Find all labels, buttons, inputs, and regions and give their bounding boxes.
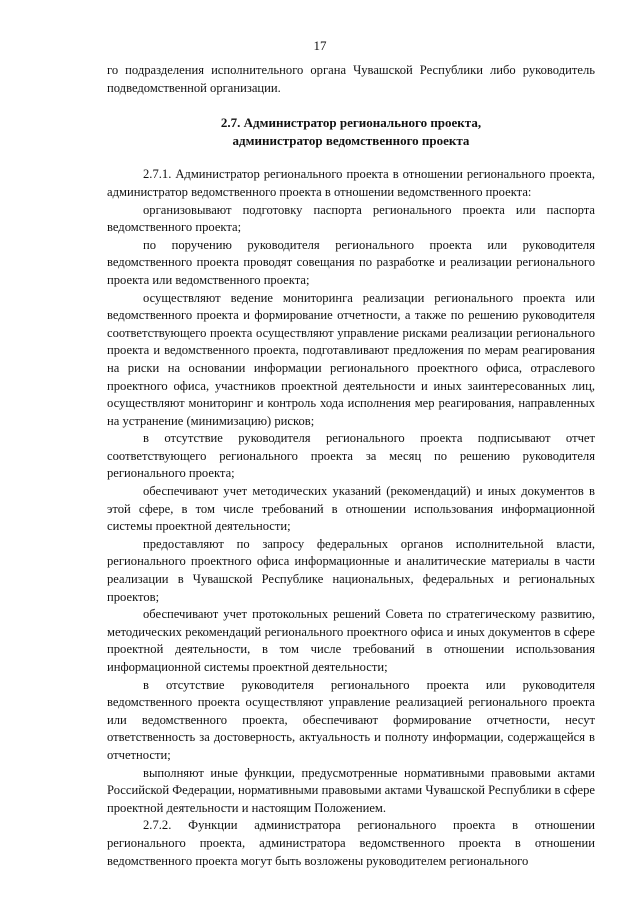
paragraph-report-signing: в отсутствие руководителя регионального проекта подписывают отчет соответствующего регионального проекта за месяц по решению руководителя регионального проекта;: [107, 431, 595, 481]
paragraph-other-functions: выполняют иные функции, предусмотренные нормативными правовыми актами Российской Федерации, нормативными правовыми актами Чувашской Республики в сфере проектной деятельности и настоящим Положением.: [107, 765, 595, 815]
paragraph-guidelines: обеспечивают учет методических указаний (рекомендаций) и иных документов в этой сфере, в том числе требований в отношении использования информационной системы проектной деятельности;: [107, 484, 595, 534]
paragraph-materials: предоставляют по запросу федеральных органов исполнительной власти, регионального проектного офиса информационные и аналитические материалы в части реализации в Чувашской Республике национальных, федеральных и региональных проектов;: [107, 536, 595, 604]
paragraph-2-7-1: 2.7.1. Администратор регионального проекта в отношении регионального проекта, администратор ведомственного проекта в отношении ведомственного проекта:: [107, 167, 595, 199]
page-number: 17: [313, 38, 327, 53]
intro-fragment: го подразделения исполнительного органа Чувашской Республики либо руководитель подведомственной организации.: [107, 63, 595, 95]
document-body: [107, 62, 595, 870]
paragraph-monitoring: осуществляют ведение мониторинга реализации регионального проекта или ведомственного проекта и формирование отчетности, а также по решению руководителя соответствующего проекта осуществляют управление рисками реализации регионального проекта и ведомственного проекта, подготавливают предложения по мерам реагирования на риски на основании информации регионального проектного офиса, отраслевого проектного офиса, участников проектной деятельности и иных заинтересованных лиц, осуществляют мониторинг и контроль хода исполнения мер реагирования, направленных на устранение (минимизацию) рисков;: [107, 290, 595, 428]
paragraph-2-7-2: 2.7.2. Функции администратора регионального проекта в отношении регионального проекта, администратора ведомственного проекта в отношении ведомственного проекта могут быть возложены руководителем регионального: [107, 818, 595, 868]
section-title-line-2: администратор ведомственного проекта: [232, 132, 470, 148]
paragraph-management: в отсутствие руководителя регионального проекта или руководителя ведомственного проекта осуществляют управление реализацией регионального проекта или ведомственного проекта, обеспечивают формирование отчетности, несут ответственность за достоверность, актуальность и полноту информации, содержащейся в отчетности;: [107, 677, 595, 762]
section-title: [107, 114, 595, 149]
paragraph-meetings: по поручению руководителя регионального проекта или руководителя ведомственного проекта проводят совещания по разработке и реализации регионального проекта или ведомственного проекта;: [107, 237, 595, 287]
section-title-line-1: 2.7. Администратор регионального проекта,: [220, 115, 482, 131]
paragraph-council-decisions: обеспечивают учет протокольных решений Совета по стратегическому развитию, методических рекомендаций регионального проектного офиса и иных документов в сфере проектной деятельности, в том числе требований в отношении использования информационной системы проектной деятельности;: [107, 607, 595, 674]
paragraph-passport: организовывают подготовку паспорта регионального проекта или паспорта ведомственного проекта;: [107, 202, 595, 235]
